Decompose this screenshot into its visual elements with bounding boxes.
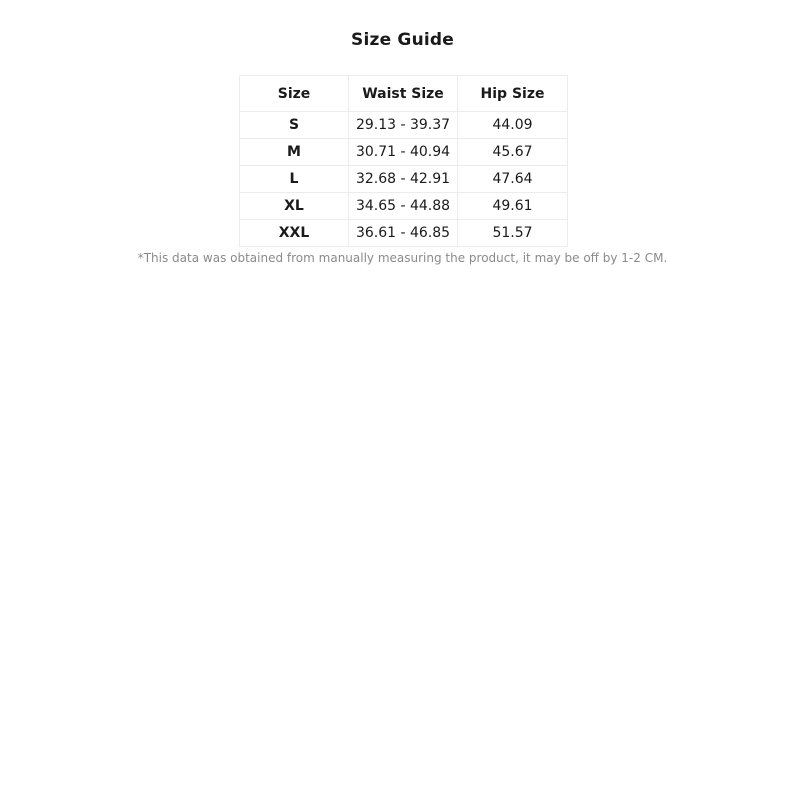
waist-cell: 34.65 - 44.88 <box>349 193 458 220</box>
table-row <box>240 193 568 220</box>
size-cell: XL <box>240 193 349 220</box>
table-row <box>240 139 568 166</box>
hip-cell: 44.09 <box>458 112 568 139</box>
waist-cell: 32.68 - 42.91 <box>349 166 458 193</box>
waist-cell: 29.13 - 39.37 <box>349 112 458 139</box>
column-header-size: Size <box>240 76 349 112</box>
table-row <box>240 112 568 139</box>
table-row <box>240 220 568 247</box>
size-cell: S <box>240 112 349 139</box>
size-table <box>239 75 568 247</box>
page-title: Size Guide <box>351 30 454 50</box>
hip-cell: 45.67 <box>458 139 568 166</box>
hip-cell: 47.64 <box>458 166 568 193</box>
table-header-row <box>240 76 568 112</box>
waist-cell: 30.71 - 40.94 <box>349 139 458 166</box>
column-header-hip: Hip Size <box>458 76 568 112</box>
measurement-note: *This data was obtained from manually measuring the product, it may be off by 1-2 CM. <box>137 251 668 265</box>
waist-cell: 36.61 - 46.85 <box>349 220 458 247</box>
size-cell: M <box>240 139 349 166</box>
hip-cell: 49.61 <box>458 193 568 220</box>
size-cell: XXL <box>240 220 349 247</box>
hip-cell: 51.57 <box>458 220 568 247</box>
size-cell: L <box>240 166 349 193</box>
column-header-waist: Waist Size <box>349 76 458 112</box>
table-row <box>240 166 568 193</box>
